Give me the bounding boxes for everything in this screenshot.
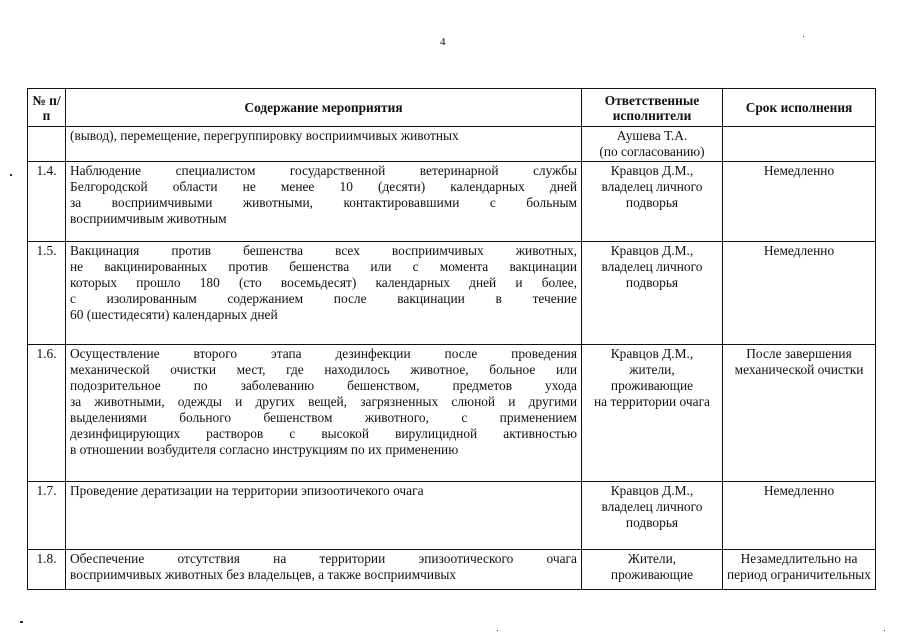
responsible-executors xyxy=(582,127,723,162)
responsible-line: подворья xyxy=(625,515,679,530)
content-line: Белгородской области не менее 10 (десяти) календарных дней xyxy=(70,179,577,194)
term-line: После завершения xyxy=(746,346,852,361)
content-line: Осуществление второго этапа дезинфекции после проведения xyxy=(70,346,577,361)
term-line: Немедленно xyxy=(763,243,835,258)
content-line: Проведение дератизации на территории эпизоотичекого очага xyxy=(70,483,424,498)
row-number: 1.8. xyxy=(28,550,66,590)
measure-content xyxy=(66,162,582,242)
responsible-line: Кравцов Д.М., xyxy=(610,243,694,258)
responsible-line: Жители, xyxy=(627,551,677,566)
content-line: с изолированным содержанием после вакцинации в течение xyxy=(70,291,577,306)
row-number xyxy=(28,127,66,162)
content-line: в отношении возбудителя согласно инструкциям по их применению xyxy=(70,442,459,457)
responsible-executors xyxy=(582,482,723,550)
header-term: Срок исполнения xyxy=(723,89,876,127)
content-line: восприимчивых животных без владельцев, а также восприимчивых xyxy=(70,567,457,582)
term-line: период ограничительных xyxy=(727,567,871,582)
responsible-line: Аушева Т.А. xyxy=(616,128,688,143)
execution-term xyxy=(723,345,876,482)
execution-term xyxy=(723,550,876,590)
responsible-executors xyxy=(582,162,723,242)
table-body xyxy=(28,127,876,590)
responsible-line: подворья xyxy=(625,195,679,210)
content-line: восприимчивым животным xyxy=(70,211,227,226)
responsible-line: подворья xyxy=(625,275,679,290)
content-line: Обеспечение отсутствия на территории эпизоотического очага xyxy=(70,551,577,566)
content-line: дезинфицирующих растворов с высокой вирулицидной активностью xyxy=(70,426,577,441)
table-row xyxy=(28,345,876,482)
header-responsible: Ответственные исполнители xyxy=(582,89,723,127)
term-line: Немедленно xyxy=(763,163,835,178)
term-line: механической очистки xyxy=(734,362,864,377)
content-line: за восприимчивыми животными, контактировавшими с больным xyxy=(70,195,577,210)
header-content: Содержание мероприятия xyxy=(66,89,582,127)
measure-content xyxy=(66,550,582,590)
table-row xyxy=(28,162,876,242)
measure-content xyxy=(66,482,582,550)
table-row xyxy=(28,242,876,345)
execution-term xyxy=(723,127,876,162)
execution-term xyxy=(723,162,876,242)
responsible-line: Кравцов Д.М., xyxy=(610,483,694,498)
content-line: подозрительное по заболеванию бешенством, предметов ухода xyxy=(70,378,577,393)
responsible-line: на территории очага xyxy=(593,394,711,409)
term-line: Незамедлительно на xyxy=(740,551,858,566)
measures-table xyxy=(27,88,876,590)
content-line: (вывод), перемещение, перегруппировку восприимчивых животных xyxy=(70,128,459,143)
row-number: 1.6. xyxy=(28,345,66,482)
execution-term xyxy=(723,482,876,550)
measure-content xyxy=(66,242,582,345)
responsible-line: владелец личного xyxy=(601,179,703,194)
execution-term xyxy=(723,242,876,345)
term-line: Немедленно xyxy=(763,483,835,498)
responsible-executors xyxy=(582,550,723,590)
measure-content xyxy=(66,345,582,482)
content-line: механической очистки мест, где находилось животное, больное или xyxy=(70,362,577,377)
responsible-executors xyxy=(582,345,723,482)
table-row xyxy=(28,550,876,590)
page-number: 4 xyxy=(440,36,446,48)
responsible-executors xyxy=(582,242,723,345)
measure-content xyxy=(66,127,582,162)
content-line: за животными, одежды и других вещей, загрязненных слюной и другими xyxy=(70,394,577,409)
responsible-line: жители, xyxy=(629,362,675,377)
content-line: Вакцинация против бешенства всех восприимчивых животных, xyxy=(70,243,577,258)
table-row xyxy=(28,127,876,162)
table-row xyxy=(28,482,876,550)
content-line: которых прошло 180 (сто восемьдесят) календарных дней и более, xyxy=(70,275,577,290)
content-line: Наблюдение специалистом государственной ветеринарной службы xyxy=(70,163,577,178)
responsible-line: Кравцов Д.М., xyxy=(610,163,694,178)
content-line: не вакцинированных против бешенства или с момента вакцинации xyxy=(70,259,577,274)
responsible-line: (по согласованию) xyxy=(599,144,705,159)
table-header-row xyxy=(28,89,876,127)
row-number: 1.4. xyxy=(28,162,66,242)
content-line: 60 (шестидесяти) календарных дней xyxy=(70,307,278,322)
responsible-line: проживающие xyxy=(610,378,694,393)
header-num: № п/п xyxy=(28,89,66,127)
content-line: выделениями больного бешенством животного, с применением xyxy=(70,410,577,425)
row-number: 1.5. xyxy=(28,242,66,345)
row-number: 1.7. xyxy=(28,482,66,550)
responsible-line: владелец личного xyxy=(601,259,703,274)
responsible-line: проживающие xyxy=(610,567,694,582)
responsible-line: владелец личного xyxy=(601,499,703,514)
responsible-line: Кравцов Д.М., xyxy=(610,346,694,361)
